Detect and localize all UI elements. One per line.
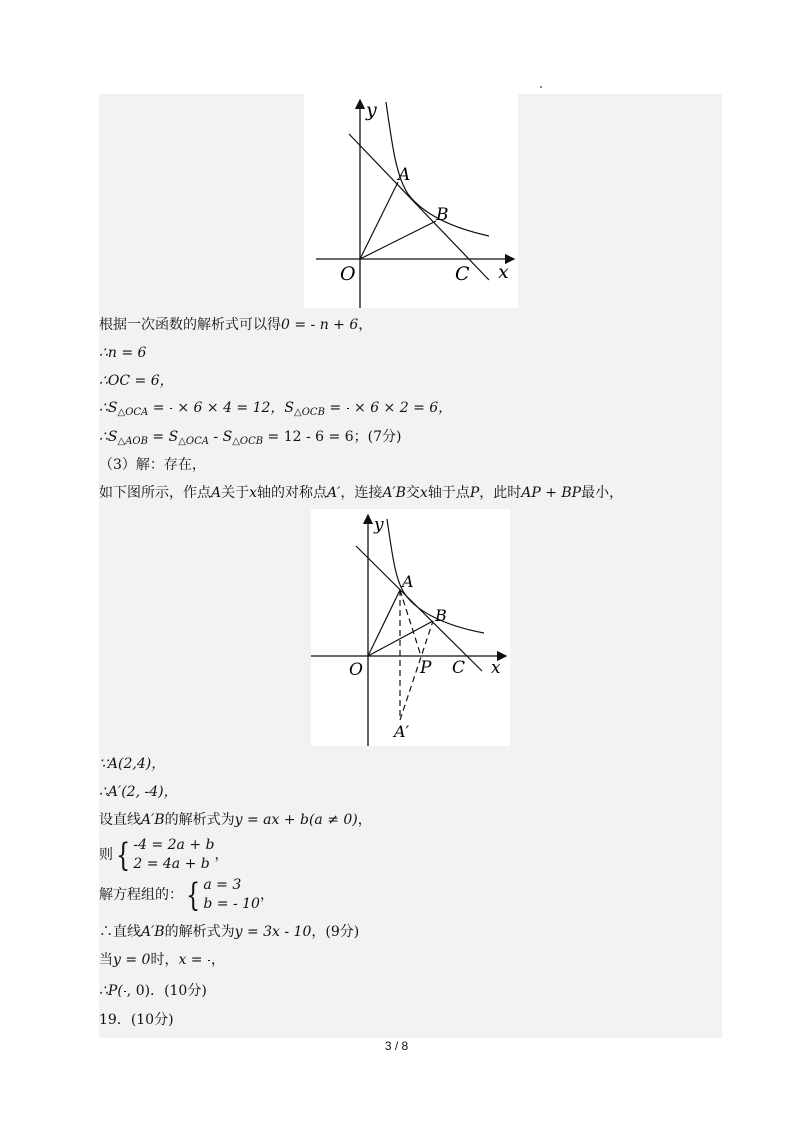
page-number: 3 / 8	[384, 1039, 409, 1053]
l4-mid2: × 6 × 2 = 6，	[349, 400, 453, 416]
figure-2	[311, 509, 510, 746]
line-11	[99, 836, 228, 874]
l7-x2: x	[419, 485, 428, 501]
line-1-math: 0 = - n + 6	[281, 317, 359, 333]
l13-eq: y = 3x - 10	[234, 924, 312, 940]
l7-Ap: A′	[327, 485, 341, 501]
figure-2-svg	[311, 509, 510, 746]
label-O: O	[340, 263, 356, 285]
l5-sub1: △AOB	[117, 436, 148, 447]
line-9: ∴A′(2, -4)，	[99, 784, 178, 800]
l4-eq2: =	[324, 400, 346, 416]
figure-1-svg	[304, 94, 518, 308]
l7-ApB: A′B	[382, 485, 406, 501]
label-y: y	[374, 515, 384, 535]
line-15	[99, 981, 207, 1001]
label-B: B	[436, 205, 449, 225]
l5-sub3: △OCB	[232, 436, 264, 447]
line-13	[99, 922, 359, 942]
half-num-2	[347, 408, 349, 409]
l14-end: ，	[210, 952, 225, 968]
l7-b: 关于	[221, 485, 250, 501]
l14-a: 当	[99, 952, 113, 968]
linear-function	[349, 134, 489, 280]
label-A: A	[398, 165, 411, 185]
l12-pre: 解方程组的：	[99, 887, 183, 903]
line-8: ∵A(2,4)，	[99, 756, 166, 772]
l5-minus: - S	[208, 429, 233, 445]
system-1-eq1: -4 = 2a + b	[133, 837, 215, 853]
line-1-end: ，	[358, 317, 373, 333]
label-y: y	[366, 99, 377, 121]
segment-OA	[360, 182, 398, 259]
l13-ApB: A′B	[141, 924, 165, 940]
l5-pre: ∴S	[99, 429, 118, 445]
frac-num-a	[208, 960, 210, 961]
label-C: C	[452, 658, 466, 678]
line-1	[99, 315, 372, 335]
l7-e: 交	[405, 485, 420, 501]
system-2-eq1: a = 3	[203, 877, 242, 893]
l7-f: 轴于点	[427, 485, 470, 501]
l10-a: 设直线	[99, 812, 141, 828]
label-A-prime: A′	[394, 722, 410, 741]
l4-pre: ∴S	[99, 400, 118, 416]
line-5	[99, 427, 401, 452]
line-2: ∴n = 6	[99, 345, 147, 361]
fraction-10-3-a	[208, 960, 210, 961]
l4-sub2: △OCB	[294, 407, 325, 418]
label-x: x	[491, 658, 501, 678]
l10-b: 的解析式为	[164, 812, 235, 828]
l10-end: ，	[357, 812, 372, 828]
l7-h: 最小，	[581, 485, 624, 501]
l4-eq1: =	[148, 400, 169, 416]
label-A: A	[402, 572, 414, 591]
l12-end: ，	[259, 887, 274, 903]
label-B: B	[435, 606, 447, 625]
fraction-10-3-b	[124, 991, 126, 992]
l10-cond: (a ≠ 0)	[308, 812, 358, 828]
brace-2: {	[186, 876, 201, 914]
line-14	[99, 950, 225, 970]
fraction-half-1	[170, 408, 172, 409]
l7-d: ，连接	[340, 485, 383, 501]
l5-eq: = S	[147, 429, 179, 445]
brace-1: {	[116, 836, 131, 874]
l15-pre: ∴P(	[99, 983, 123, 999]
label-P: P	[420, 658, 432, 678]
label-x: x	[498, 261, 509, 283]
l13-end: ，(9分)	[311, 924, 360, 940]
l5-end: = 12 - 6 = 6；(7分)	[263, 429, 402, 445]
line-4	[99, 398, 452, 423]
label-O: O	[349, 660, 363, 680]
l4-mid1: × 6 × 4 = 12，S	[172, 400, 295, 416]
l11-end: ，	[214, 847, 229, 863]
label-C: C	[455, 263, 470, 285]
l11-pre: 则	[99, 847, 113, 863]
l7-sum: AP + BP	[521, 485, 582, 501]
system-2-eq2: b = - 10	[203, 896, 260, 912]
speck	[540, 86, 542, 88]
segment-OA	[368, 590, 400, 656]
line-12	[99, 876, 274, 914]
l7-g: ，此时	[479, 485, 522, 501]
l7-x: x	[249, 485, 258, 501]
frac-num-b	[124, 991, 126, 992]
l10-eq: y = ax + b	[234, 812, 309, 828]
l7-P: P	[469, 485, 480, 501]
l4-sub1: △OCA	[117, 407, 149, 418]
system-2	[203, 876, 260, 914]
l14-x: x =	[178, 952, 207, 968]
l13-a: ∴直线	[99, 924, 141, 940]
line-1-text: 根据一次函数的解析式可以得	[99, 317, 281, 333]
line-6: （3）解：存在，	[99, 457, 206, 473]
l14-y: y = 0	[113, 952, 151, 968]
l10-ApB: A′B	[141, 812, 165, 828]
line-7	[99, 483, 623, 503]
l15-end: , 0)．(10分)	[126, 983, 207, 999]
line-3: ∴OC = 6，	[99, 373, 174, 389]
l7-A: A	[211, 485, 222, 501]
system-1-eq2: 2 = 4a + b	[133, 856, 210, 872]
fraction-half-2	[347, 408, 349, 409]
line-16: 19．(10分)	[99, 1012, 174, 1028]
l7-a: 如下图所示，作点	[99, 485, 211, 501]
system-1	[133, 836, 214, 874]
l14-b: 时，	[150, 952, 179, 968]
l7-c: 轴的对称点	[257, 485, 328, 501]
l13-b: 的解析式为	[164, 924, 235, 940]
segment-OB	[360, 221, 436, 259]
half-num-1	[170, 408, 172, 409]
figure-1	[304, 94, 518, 308]
l5-sub2: △OCA	[178, 436, 209, 447]
line-10	[99, 810, 372, 830]
